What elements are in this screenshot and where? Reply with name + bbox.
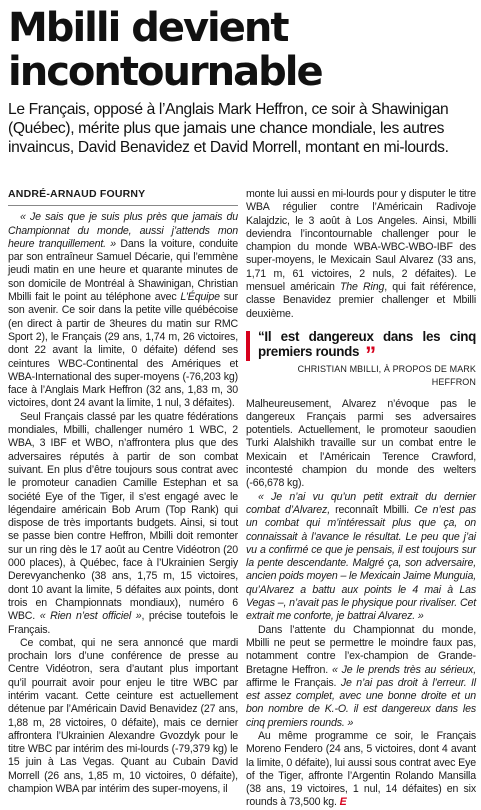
- headline-line-2: incontournable: [8, 49, 322, 95]
- pull-quote-text: [258, 328, 476, 367]
- paragraph-1: [8, 211, 238, 410]
- pull-quote-source: CHRISTIAN MBILLI, À PROPOS DE MARK HEFFRON: [297, 363, 476, 388]
- end-logo-icon: E: [339, 796, 347, 809]
- inline-quote: « Rien n’est officiel »: [39, 610, 142, 623]
- paragraph-4: Malheureusement, Alvarez n’évoque pas le dangereux Français parmi ses adversaires potentiels. Actuellement, le promoteur saoudien Turki Alalshikh travaille sur un combat entre le Mexicain et l’Américain Terence Crawford, incontesté champion du monde des welters (-66,678 kg).: [246, 397, 476, 490]
- column-right-body: [246, 188, 476, 810]
- opening-quote: « Je sais que je suis plus près que jamais du Championnat du monde, aussi j’attends mon heure tranquillement. »: [8, 211, 238, 250]
- pull-quote: [246, 329, 476, 390]
- quote-text: « Je le prends très au sérieux,: [331, 663, 476, 676]
- article-lead: Le Français, opposé à l’Anglais Mark Heffron, ce soir à Shawinigan (Québec), mérite plus que jamais une chance mondiale, les autres invaincus, David Benavidez et David Morrell, montant en mi-lourds.: [8, 101, 449, 156]
- paragraph-text: reconnaît Mbilli.: [329, 503, 415, 516]
- quote-text: Ce n’est pas un combat qui m’intéressait plus que ça, on connaissait à l’avance le résultat. Le peu que j’ai vu a confirmé ce que je pensais, il est toujours sur la pente descendante. Malgré ça, son adversaire, ancien poids moyen – le Mexicain Jaime Munguia, qu’Alvarez a battu aux points le 4 mai à Las Vegas –, n’avait pas le physique pour rivaliser. Cet extrait me conforte, je battrai Alvarez. »: [246, 503, 476, 623]
- paragraph-text: sur son avenir. Ce soir dans la petite ville québécoise (en direct à partir de 3heures du matin sur RMC Sport 2), le Français (29 ans, 1,74 m, 26 victoires, dont 22 avant la limite, 0 défaite) défend ses ceintures WBC-Continental des Amériques et WBA-International des super-moyens (-76,203 kg) face à l’Anglais Mark Heffron (32 ans, 1,83 m, 30 victoires, dont 24 avant la limite, 1 nul, 3 défaites).: [8, 291, 239, 410]
- pull-quote-bar: [246, 331, 250, 361]
- paragraph-text: Seul Français classé par les quatre fédérations mondiales, Mbilli, challenger numéro 1 WBC, 2 WBA, 3 IBF et WBO, n’affrontera plus que des adversaires réputés à partir de son combat suivant. En plus d’être toujours sous contrat avec le promoteur canadien Camille Estephan et sa société Eye of the Tiger, il s’est engagé avec le légendaire américain Bob Arum (Top Rank) qui dispose de très importants budgets. Ainsi, si tout se passe bien contre Heffron, Mbilli doit remonter sur un ring dès le 17 août au Centre Vidéotron (20 000 places), à Québec, face à l’Ukrainien Sergiy Derevyanchenko (38 ans, 1,75 m, 15 victoires, dont 10 avant la limite, 5 défaites aux points, dont trois en Championnats mondiaux), numéro 6 WBC.: [8, 410, 238, 623]
- paragraph-2: [8, 411, 238, 637]
- paragraph-7: [246, 730, 476, 810]
- quote-text: Je n’ai pas droit à l’erreur. Il est assez complet, avec une bonne droite et un bon nombre de K.-O. il est dangereux dans les cinq premiers rounds. »: [246, 676, 476, 729]
- paragraph-text: Au même programme ce soir, le Français Moreno Fendero (24 ans, 5 victoires, dont 4 avant la limite, 0 défaite), lui aussi sous contrat avec Eye of the Tiger, affronte l’Argentin Rolando Mansilla (38 ans, 19 victoires, 1 nul, 14 défaites) en six rounds à 73,500 kg.: [246, 729, 476, 809]
- paragraph-3-continued: monte lui aussi en mi-lourds pour y disputer le titre WBA régulier contre l’Américain Radivoje Kalajdzic, le 3 août à Los Angeles. Ainsi, Mbilli deviendra l’incontournable challenger pour le champion du monde WBA-WBC-WBO-IBF des super-moyens, le Mexicain Saul Alvarez (33 ans, 1,71 m, 61 victoires, 2 nuls, 2 défaites). Le mensuel américain The Ring, qui fait référence, classe Benavidez premier challenger et Mbilli deuxième.: [246, 188, 477, 320]
- paragraph-text: affirme le Français.: [246, 676, 341, 689]
- article-headline: [8, 6, 478, 94]
- paragraph-3: Ce combat, qui ne sera annoncé que mardi prochain lors d’une conférence de presse au Centre Vidéotron, sera d’autant plus important qu’il pourrait avoir pour enjeu le titre WBC par intérim vacant. Cette ceinture est actuellement détenue par l’Américain David Benavidez (27 ans, 1,88 m, 28 victoires, 0 défaite), mais ce dernier affrontera l’Ukrainien Alexandre Gvozdyk pour le titre WBC par intérim des mi-lourds (-79,379 kg) le 15 juin à Las Vegas. Quant au Cubain David Morrell (26 ans, 1,85 m, 10 victoires, 0 défaite), champion WBA par intérim des super-moyens, il: [8, 636, 239, 796]
- byline: ANDRÉ-ARNAUD FOURNY: [8, 188, 238, 206]
- quote-text: « Je n’ai vu qu’un petit extrait du dernier combat d’Alvarez,: [246, 490, 476, 516]
- pull-quote-body: “Il est dangereux dans les cinq premiers rounds: [258, 328, 476, 359]
- newspaper-name: L’Équipe: [180, 291, 220, 304]
- paragraph-text: Dans la voiture, conduite par son entraîneur Samuel Décarie, qui l’emmène jeudi matin en une heure et quarante minutes de son domicile de Montréal à Shawinigan, Christian Mbilli fait le point au téléphone avec: [8, 237, 238, 304]
- quote-mark-icon: ”: [365, 341, 376, 367]
- headline-line-1: Mbilli devient: [8, 5, 288, 51]
- paragraph-text: , précise toutefois le Français.: [8, 610, 238, 636]
- paragraph-6: [246, 624, 476, 730]
- paragraph-5: [246, 491, 476, 624]
- column-left: [8, 188, 238, 796]
- paragraph-text: Dans l’attente du Championnat du monde, Mbilli ne peut se permettre le moindre faux pas, notamment contre l’ex-champion de Grande-Bretagne Heffron.: [246, 623, 476, 676]
